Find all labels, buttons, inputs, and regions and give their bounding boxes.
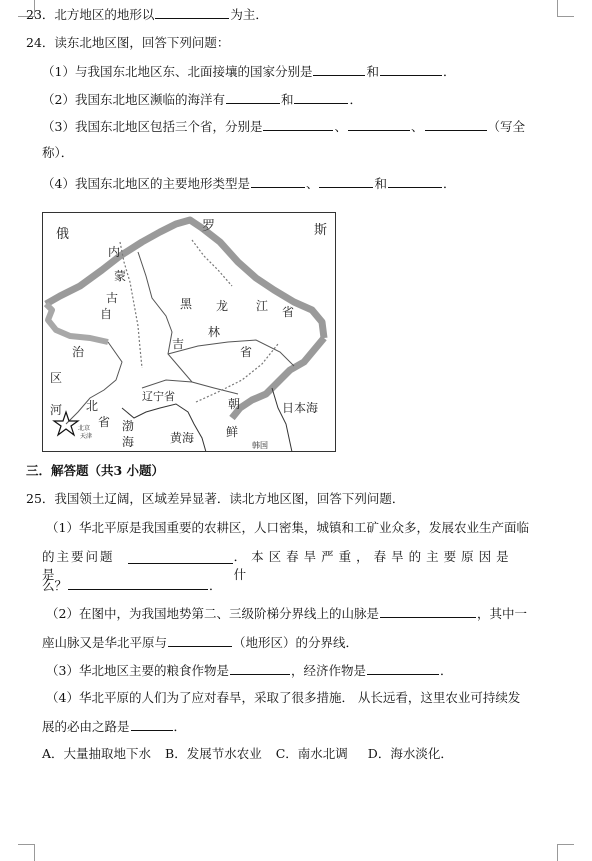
part-text: 和: [280, 92, 294, 107]
crop-mark-bottom-left: [18, 844, 35, 861]
label-inner-mongolia-6: 区: [50, 371, 63, 385]
answer-blank[interactable]: [155, 5, 229, 19]
answer-blank[interactable]: [263, 117, 333, 131]
label-russia-2: 罗: [202, 219, 216, 234]
option-a[interactable]: A．大量抽取地下水: [42, 746, 152, 761]
question-24-part-4: [42, 174, 456, 193]
label-tianjin: 天津: [80, 433, 93, 440]
answer-blank[interactable]: [425, 117, 487, 131]
answer-blank[interactable]: [380, 62, 442, 76]
label-inner-mongolia-2: 蒙: [114, 269, 127, 283]
question-23: [26, 5, 268, 24]
question-25-part-1-line-1: （1）华北平原是我国重要的农耕区，人口密集，城镇和工矿业众多，发展农业生产面临: [46, 520, 529, 535]
label-russia-1: 俄: [56, 227, 70, 242]
question-25-stem: 25．我国领土辽阔，区域差异显著．读北方地区图，回答下列问题．: [26, 491, 405, 506]
answer-blank[interactable]: [313, 62, 365, 76]
part-text: ．: [173, 719, 187, 734]
question-24-part-3: [42, 117, 525, 136]
part-text: ．本区春旱严重，春旱的主要原因是什: [233, 549, 514, 582]
answer-blank[interactable]: [168, 633, 232, 647]
part-text: （写全: [487, 119, 526, 134]
option-c[interactable]: C．南水北调: [275, 746, 348, 761]
answer-blank[interactable]: [230, 661, 290, 675]
part-text: ．: [209, 578, 222, 593]
answer-blank[interactable]: [294, 90, 348, 104]
question-25-part-3: [46, 661, 453, 680]
answer-blank[interactable]: [380, 604, 476, 618]
label-inner-mongolia-3: 古: [106, 291, 119, 305]
question-25-part-1-line-3: [42, 576, 222, 595]
label-inner-mongolia-1: 内: [108, 245, 121, 259]
answer-blank[interactable]: [68, 576, 208, 590]
part-text: 的主要问题是: [42, 549, 115, 582]
label-jilin-2: 林: [208, 325, 221, 339]
label-russia-3: 斯: [314, 223, 328, 238]
option-b[interactable]: B．发展节水农业: [165, 746, 262, 761]
part-text: 么？: [42, 578, 68, 593]
label-heilongjiang-3: 江: [256, 299, 269, 313]
answer-blank[interactable]: [226, 90, 280, 104]
answer-blank[interactable]: [348, 117, 410, 131]
part-text: ．: [442, 64, 456, 79]
question-23-suffix: 为主．: [230, 7, 268, 22]
northeast-china-map: [42, 212, 336, 452]
part-text: （4）我国东北地区的主要地形类型是: [42, 176, 250, 191]
part-text: （3）华北地区主要的粮食作物是: [46, 663, 229, 678]
part-text: ．: [439, 663, 453, 678]
part-text: （1）与我国东北地区东、北面接壤的国家分别是: [42, 64, 313, 79]
crop-mark-bottom-right: [557, 844, 574, 861]
label-heilongjiang-4: 省: [282, 305, 295, 319]
question-24-part-1: [42, 62, 456, 81]
part-text: 、: [305, 176, 319, 191]
part-text: 座山脉又是华北平原与: [42, 635, 168, 650]
question-25-options: [42, 745, 453, 763]
part-text: ．: [349, 92, 362, 107]
part-text: ．: [443, 176, 456, 191]
label-hebei-3: 省: [98, 415, 111, 429]
part-text: 展的必由之路是: [42, 719, 130, 734]
answer-blank[interactable]: [319, 174, 373, 188]
label-heilongjiang-1: 黑: [180, 297, 193, 311]
label-bohai-2: 海: [122, 435, 135, 449]
part-text: ，其中一: [476, 606, 527, 621]
part-text: （地形区）的分界线．: [233, 635, 359, 650]
question-25-part-4-line-1: （4）华北平原的人们为了应对春旱，采取了很多措施． 从长远看，这里农业可持续发: [46, 690, 521, 705]
part-text: 和: [374, 176, 387, 191]
answer-blank[interactable]: [251, 174, 305, 188]
label-south-korea: 韩国: [252, 441, 268, 450]
map-frame: [43, 213, 336, 452]
part-text: ，经济作物是: [290, 663, 366, 678]
label-heilongjiang-2: 龙: [216, 299, 229, 313]
part-text: （2）我国东北地区濒临的海洋有: [42, 92, 225, 107]
label-sea-of-japan: 日本海: [282, 401, 319, 415]
option-d[interactable]: D．海水淡化．: [367, 746, 453, 761]
question-25-part-2-line-2: [42, 633, 358, 652]
question-25-part-2: [46, 604, 527, 623]
label-bohai-1: 渤: [122, 419, 135, 433]
question-24-stem: 24．读东北地区图，回答下列问题：: [26, 35, 230, 50]
answer-blank[interactable]: [128, 550, 233, 564]
label-hebei-1: 河: [50, 403, 63, 417]
part-text: 、: [410, 119, 424, 134]
label-inner-mongolia-4: 自: [100, 307, 113, 321]
label-liaoning: 辽宁省: [142, 390, 175, 403]
label-korea-1: 朝: [228, 397, 241, 411]
label-hebei-2: 北: [86, 399, 99, 413]
question-24-part-2: [42, 90, 362, 109]
answer-blank[interactable]: [131, 717, 173, 731]
label-yellow-sea: 黄海: [170, 431, 195, 445]
section-3-title: 三．解答题（共3 小题）: [26, 463, 165, 478]
question-24-part-3-cont: 称）．: [42, 145, 74, 160]
question-23-text: 23．北方地区的地形以: [26, 7, 155, 22]
label-inner-mongolia-5: 治: [72, 345, 85, 359]
part-text: （3）我国东北地区包括三个省，分别是: [42, 119, 263, 134]
label-jilin-3: 省: [240, 345, 253, 359]
answer-blank[interactable]: [388, 174, 442, 188]
label-beijing: 北京: [78, 425, 91, 432]
answer-blank[interactable]: [367, 661, 439, 675]
part-text: 和: [366, 64, 379, 79]
part-text: （2）在图中，为我国地势第二、三级阶梯分界线上的山脉是: [46, 606, 379, 621]
crop-mark-top-right: [557, 0, 574, 17]
question-25-part-4-line-2: [42, 717, 186, 736]
label-korea-2: 鲜: [226, 425, 239, 439]
label-jilin-1: 吉: [172, 337, 185, 351]
part-text: 、: [334, 119, 347, 134]
